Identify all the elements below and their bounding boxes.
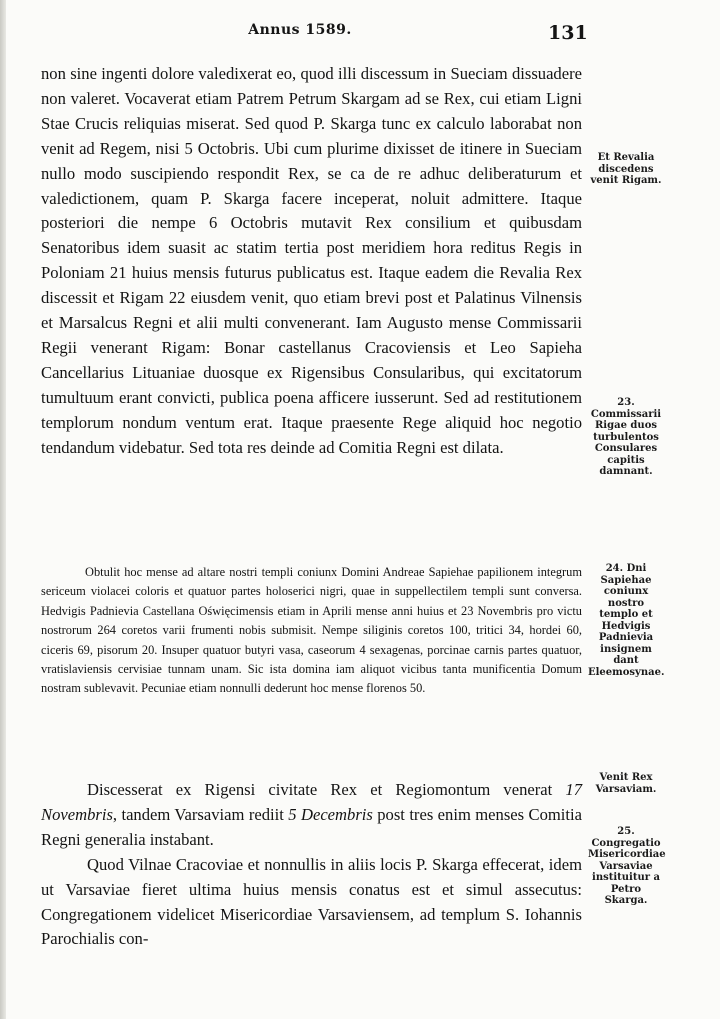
page-binding-edge (0, 0, 6, 1019)
margin-note-24: 24. Dni Sapiehae coniunx nostro templo et Hedvigis Padnievia insignem dant Eleemosynae. (588, 563, 665, 678)
small-paragraph: Obtulit hoc mense ad altare nostri templi coniunx Domini Andreae Sapiehae papilionem integrum sericeum violacei coloris et quatuor partes holoserici nigri, quae in suppellectilem templi sunt conversa. Hedvigis Padnievia Castellana Oświęcimensis etiam in Aprili mense anni huius et 23 Novembris pro victu nostrorum 264 coretos varii frumenti nobis submisit. Nempe siliginis coretos 100, tritici 34, hordei 60, ciceris 69, pisorum 20. Insuper quatuor butyri vasa, caseorum 4 sexagenas, porcinae carnis partes quatuor, vratislaviensis cervisiae tunnam unam. Sic ista domina iam aliquot vicibus tanta munificentia Domum nostram sublevavit. Pecuniae etiam nonnulli dederunt hoc mense florenos 50. (41, 565, 582, 696)
margin-note-23: 23. Commissarii Rigae duos turbulentos Consulares capitis damnant. (590, 397, 662, 477)
main-text-block-2 (41, 778, 582, 952)
date-5-decembris: 5 Decembris (288, 804, 373, 824)
running-title: Annus 1589. (248, 22, 352, 38)
main-paragraph: non sine ingenti dolore valedixerat eo, quod illi discessum in Sueciam dissuadere non valeret. Vocaverat etiam Patrem Petrum Skargam ad se Rex, cui etiam Ligni Stae Crucis reliquias miserat. Sed quod P. Skarga tunc ex calculo laborabat non venit ad Regem, nisi 5 Octobris. Ubi cum plurime dixisset de itinere in Sueciam nullo modo suscipiendo respondit Rex, se ca de re adhuc deliberaturum et valedictionem, quam P. Skarga facere inceperat, noluit admittere. Itaque posteriori die nempe 6 Octobris mutavit Rex consilium et quibusdam Senatoribus idem suasit ac statim tertia post meridiem hora reditus Regis in Poloniam 21 huius mensis futurus publicatus est. Itaque eadem die Revalia Rex discessit et Rigam 22 eiusdem venit, quo etiam brevi post et Palatinus Vilnensis et Marsalcus Regni et alii multi convenerant. Iam Augusto mense Commissarii Regii venerant Rigam: Bonar castellanus Cracoviensis et Leo Sapieha Cancellarius Lituaniae duosque ex Rigensibus Consularibus, qui excitatorum tumultuum erant convicti, publica poena afficere iusserunt. Sed ad restitutionem templorum nondum ventum erat. Itaque praesente Rege aliquid hoc negotio tendandum videbatur. Sed tota res deinde ad Comitia Regni est dilata. (41, 64, 582, 457)
main-paragraph-3: Quod Vilnae Cracoviae et nonnullis in aliis locis P. Skarga effecerat, idem ut Varsaviae fieret ultima huius mensis conatus est et simul assecutus: Congregationem videlicet Misericordiae Varsaviensem, ad templum S. Iohannis Parochialis con- (41, 854, 582, 949)
paragraph-text: post tres enim menses Comitia Regni generalia instabant. (41, 804, 582, 849)
main-paragraph-2 (41, 778, 582, 853)
page-number: 131 (548, 22, 588, 44)
margin-note-25: 25. Congregatio Misericordiae Varsaviae instituitur a Petro Skarga. (588, 826, 666, 906)
small-print-block (41, 563, 582, 699)
paragraph-text: , tandem Varsaviam rediit (112, 804, 289, 824)
paragraph-text: Discesserat ex Rigensi civitate Rex et Regiomontum venerat (87, 780, 566, 799)
main-text-block (41, 62, 582, 461)
margin-note-varsaviam: Venit Rex Varsaviam. (595, 772, 657, 795)
margin-note-revalia: Et Revalia discedens venit Rigam. (590, 152, 662, 186)
date-17-novembris: 17 Novembris (41, 780, 582, 824)
